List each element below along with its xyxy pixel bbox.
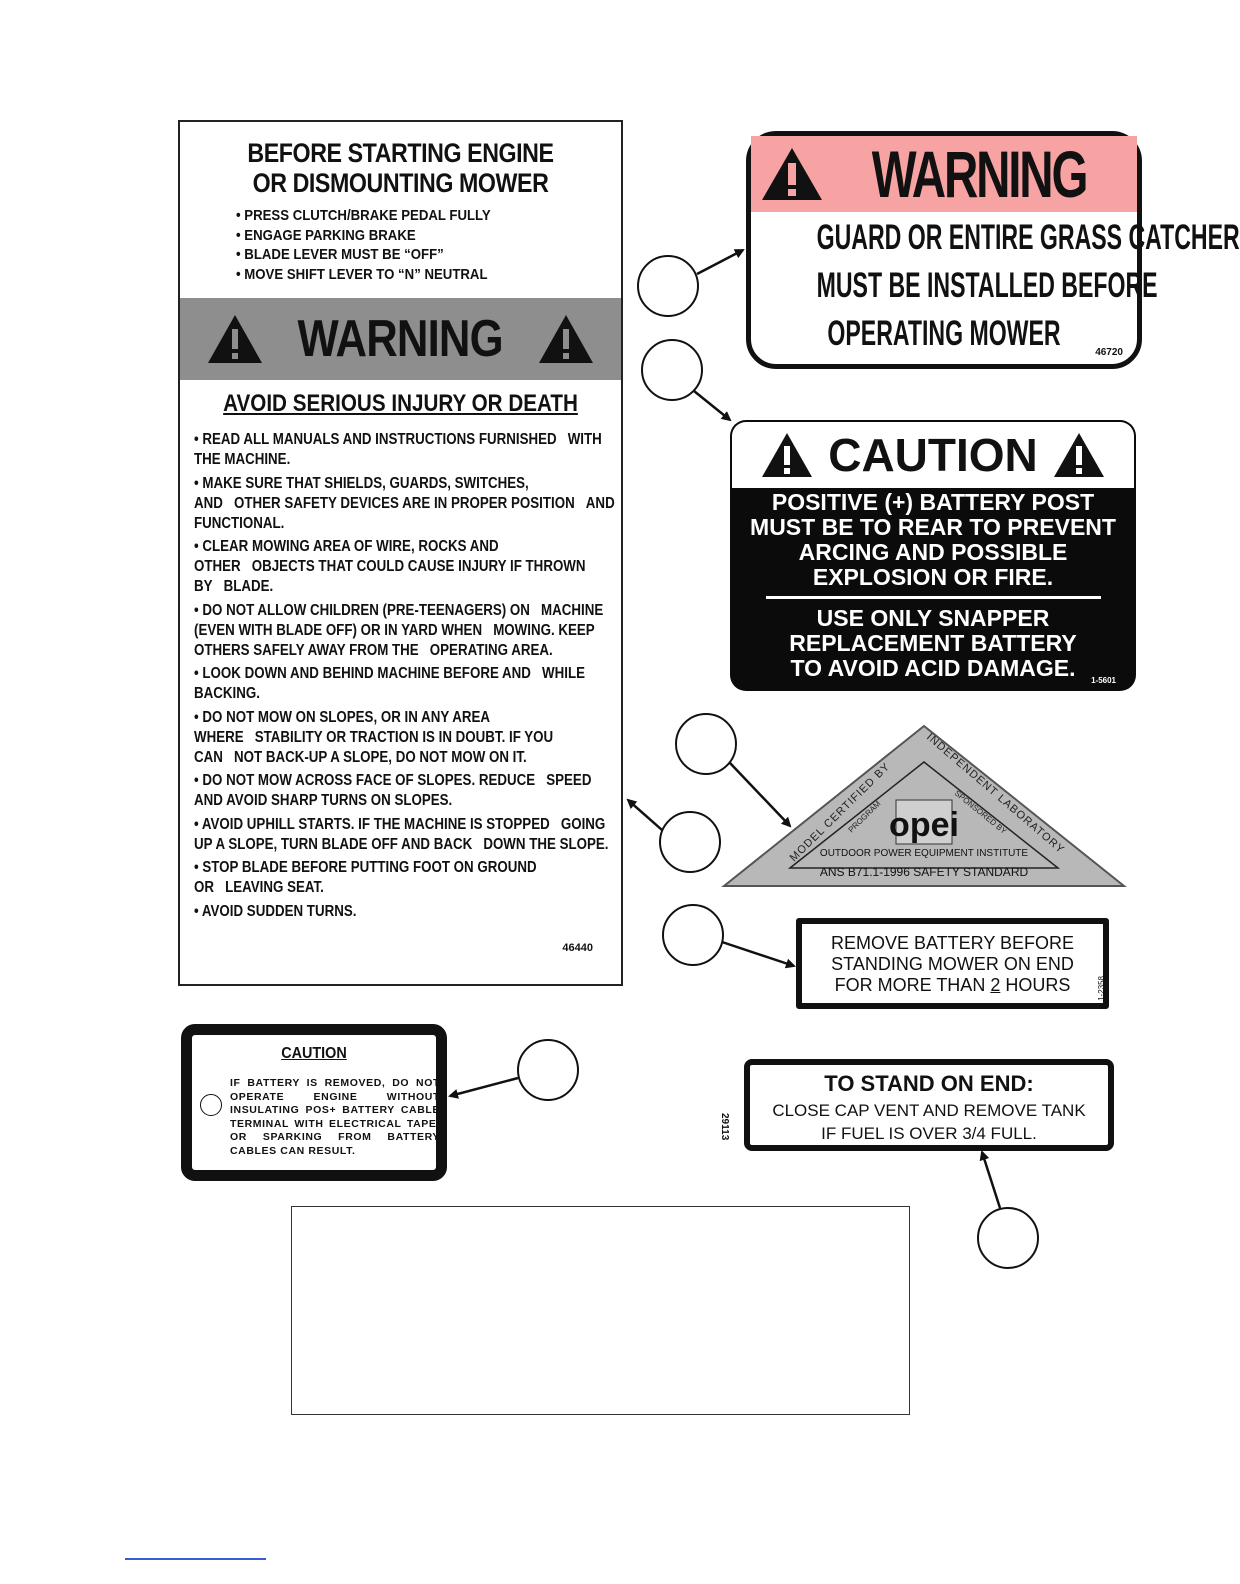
list-item: • MAKE SURE THAT SHIELDS, GUARDS, SWITCHES, AND OTHER SAFETY DEVICES ARE IN PROPER POSITION AND FUNCTIONAL.	[194, 474, 615, 532]
warning-line2: MUST BE INSTALLED BEFORE	[816, 266, 1158, 305]
caution-line6: REPLACEMENT BATTERY	[789, 630, 1077, 656]
opei-logo: opei	[889, 806, 959, 844]
before-starting-section	[180, 122, 621, 298]
opei-right-text: INDEPENDENT LABORATORY	[924, 731, 1067, 857]
callout-circle	[638, 256, 698, 316]
stand-part-number: 29113	[719, 1113, 730, 1141]
callout-arrow	[694, 391, 730, 420]
main-safety-decal	[178, 120, 623, 986]
main-decal-subtitle: AVOID SERIOUS INJURY OR DEATH	[223, 390, 578, 417]
list-item: • ENGAGE PARKING BRAKE	[236, 226, 416, 244]
divider	[766, 596, 1101, 599]
starting-steps-list	[236, 206, 525, 284]
list-item: • MOVE SHIFT LEVER TO “N” NEUTRAL	[236, 265, 488, 283]
remove-part-number: 1-2358	[1097, 976, 1106, 1001]
callout-arrow	[628, 800, 662, 830]
caution-line3: ARCING AND POSSIBLE	[798, 539, 1068, 565]
battery-caution-decal	[730, 420, 1136, 691]
remove-battery-text	[802, 933, 1103, 996]
caution-part-number: 1-5601	[1091, 676, 1116, 685]
caution-line4: EXPLOSION OR FIRE.	[812, 564, 1054, 590]
warning-part-number: 46720	[1095, 347, 1123, 358]
main-decal-title-line2: OR DISMOUNTING MOWER	[252, 168, 549, 198]
remove-line3	[802, 975, 1103, 996]
warning-line1: GUARD OR ENTIRE GRASS CATCHER	[816, 218, 1240, 257]
remove-line1: REMOVE BATTERY BEFORE	[830, 933, 1075, 953]
caution-line2: MUST BE TO REAR TO PREVENT	[750, 514, 1116, 540]
opei-left-text: MODEL CERTIFIED BY	[787, 760, 893, 865]
safety-rules-list	[194, 430, 614, 925]
opei-program-text: PROGRAM	[846, 799, 883, 835]
main-decal-title	[211, 138, 590, 198]
opei-standard: ANS B71.1-1996 SAFETY STANDARD	[819, 865, 1029, 879]
warning-word: WARNING	[871, 137, 1087, 211]
small-caution-body: IF BATTERY IS REMOVED, DO NOT OPERATE ENGINE WITHOUT INSULATING POS+ BATTERY CABLE TERMINAL WITH ELECTRICAL TAPE, OR SPARKING FROM BATTERY CABLES CAN RESULT.	[230, 1077, 440, 1157]
list-item: • STOP BLADE BEFORE PUTTING FOOT ON GROUND OR LEAVING SEAT.	[194, 859, 537, 896]
warning-triangle-icon	[537, 313, 595, 365]
main-decal-part-number: 46440	[562, 942, 593, 954]
caution-line1: POSITIVE (+) BATTERY POST	[771, 489, 1095, 515]
list-item: • AVOID SUDDEN TURNS.	[194, 902, 357, 920]
callout-circle	[660, 812, 720, 872]
remove-line3-number: 2	[990, 975, 1001, 995]
callout-arrow	[450, 1078, 518, 1096]
list-item: • AVOID UPHILL STARTS. IF THE MACHINE IS STOPPED GOING UP A SLOPE, TURN BLADE OFF AND BACK DOWN THE SLOPE.	[194, 815, 609, 853]
list-item: • DO NOT ALLOW CHILDREN (PRE-TEENAGERS) ON MACHINE (EVEN WITH BLADE OFF) OR IN YARD WHEN MOWING. KEEP OTHERS SAFELY AWAY FROM THE OPERATING AREA.	[194, 601, 604, 659]
empty-text-box	[291, 1206, 910, 1415]
stand-title: TO STAND ON END:	[824, 1071, 1034, 1096]
list-item: • BLADE LEVER MUST BE “OFF”	[236, 246, 444, 263]
warning-band	[751, 136, 1137, 212]
main-decal-title-line1: BEFORE STARTING ENGINE	[247, 138, 554, 168]
callout-circle	[642, 340, 702, 400]
remove-line2: STANDING MOWER ON END	[831, 954, 1074, 974]
callout-circle	[978, 1208, 1038, 1268]
main-warning-band	[180, 298, 621, 380]
opei-sponsored-text: SPONSORED BY	[952, 788, 1009, 836]
grass-catcher-warning-decal	[746, 131, 1240, 369]
callout-arrow	[722, 942, 794, 966]
warning-triangle-icon	[1052, 431, 1106, 479]
caution-header	[732, 422, 1134, 488]
list-item: • DO NOT MOW ON SLOPES, OR IN ANY AREA WHERE STABILITY OR TRACTION IS IN DOUBT. IF YOU CAN NOT BACK-UP A SLOPE, DO NOT MOW ON IT.	[194, 708, 554, 766]
remove-line3-post: HOURS	[1000, 975, 1071, 995]
footer-line	[125, 1558, 266, 1560]
caution-line7: TO AVOID ACID DAMAGE.	[790, 655, 1076, 681]
mounting-hole-icon	[200, 1094, 222, 1116]
small-caution-decal	[181, 1024, 447, 1181]
warning-triangle-icon	[760, 431, 814, 479]
list-item: • PRESS CLUTCH/BRAKE PEDAL FULLY	[236, 207, 491, 224]
callout-arrow	[697, 250, 743, 274]
stand-line1: CLOSE CAP VENT AND REMOVE TANK	[772, 1101, 1086, 1120]
opei-institute: OUTDOOR POWER EQUIPMENT INSTITUTE	[819, 848, 1029, 859]
small-caution-title: CAUTION	[281, 1045, 347, 1062]
stand-line2: IF FUEL IS OVER 3/4 FULL.	[821, 1124, 1037, 1143]
list-item: • DO NOT MOW ACROSS FACE OF SLOPES. REDUCE SPEED AND AVOID SHARP TURNS ON SLOPES.	[194, 772, 592, 809]
warning-triangle-icon	[206, 313, 264, 365]
warning-line3: OPERATING MOWER	[827, 314, 1061, 353]
callout-circle	[518, 1040, 578, 1100]
opei-certification-decal	[720, 722, 1128, 890]
callout-circle	[663, 905, 723, 965]
caution-line5: USE ONLY SNAPPER	[816, 605, 1050, 631]
stand-body	[750, 1099, 1108, 1145]
callout-arrow	[982, 1152, 1000, 1208]
main-warning-word: WARNING	[297, 310, 504, 368]
stand-on-end-decal	[719, 1059, 1114, 1151]
warning-triangle-icon	[760, 146, 824, 202]
remove-battery-decal	[796, 918, 1109, 1009]
list-item: • READ ALL MANUALS AND INSTRUCTIONS FURNISHED WITH THE MACHINE.	[194, 431, 602, 468]
list-item: • CLEAR MOWING AREA OF WIRE, ROCKS AND OTHER OBJECTS THAT COULD CAUSE INJURY IF THROWN BY BLADE.	[194, 538, 586, 595]
remove-line3-pre: FOR MORE THAN	[834, 975, 991, 995]
list-item: • LOOK DOWN AND BEHIND MACHINE BEFORE AND WHILE BACKING.	[194, 665, 585, 702]
caution-word: CAUTION	[828, 429, 1038, 481]
caution-body	[730, 490, 1136, 681]
